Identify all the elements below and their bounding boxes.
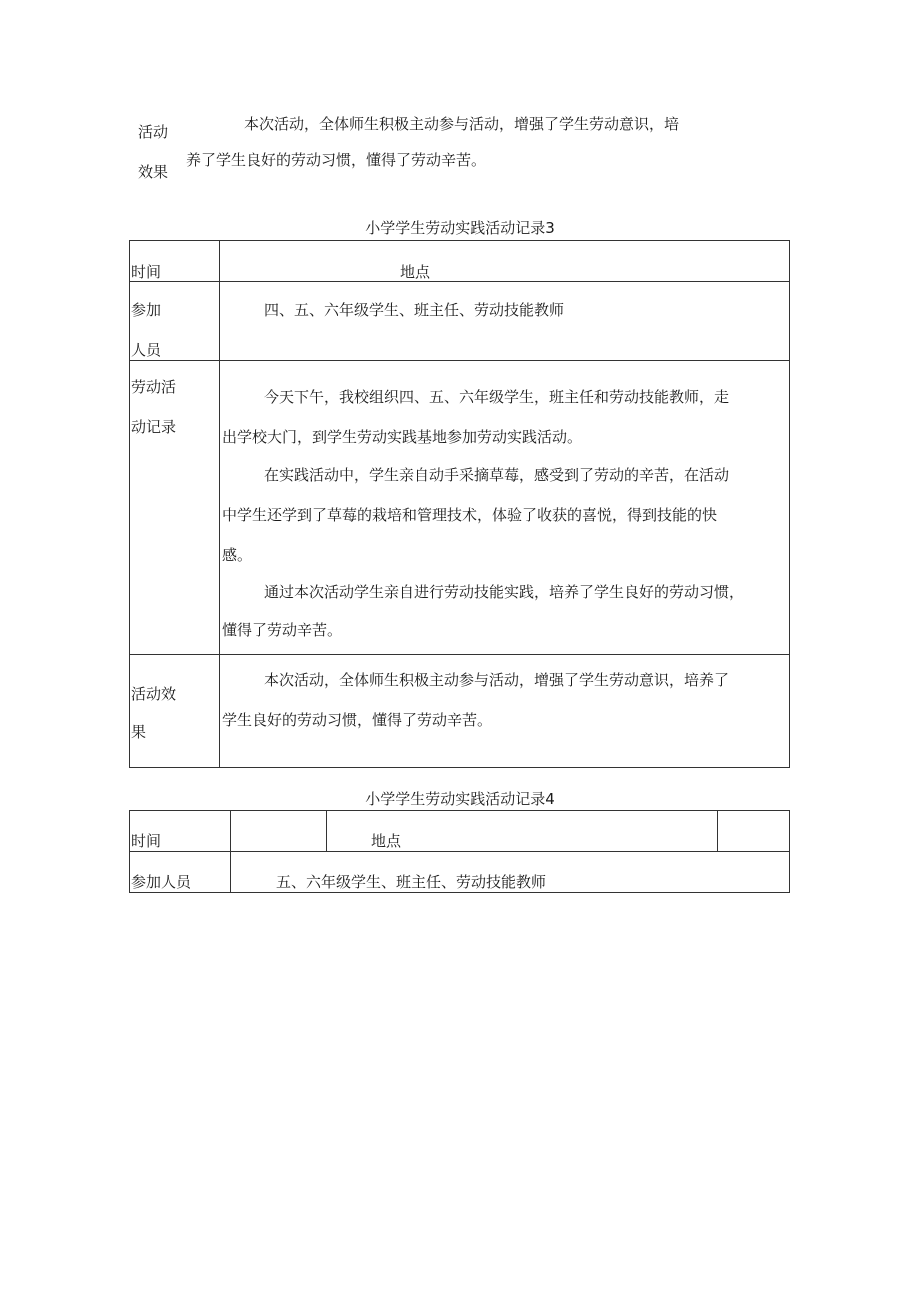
record3-border-row2	[129, 360, 790, 361]
record3-border-row1	[129, 281, 790, 282]
top-effect-label-1: 活动	[138, 123, 169, 141]
record4-border-bottom	[129, 892, 790, 893]
record4-border-top	[129, 810, 790, 811]
record3-p2-line1: 在实践活动中，学生亲自动手采摘草莓，感受到了劳动的辛苦，在活动	[264, 466, 730, 484]
record4-place-label: 地点	[371, 832, 402, 850]
record4-participants-value: 五、六年级学生、班主任、劳动技能教师	[276, 873, 547, 891]
record3-effect-label-1: 活动效	[131, 685, 177, 703]
record4-border-row1	[129, 851, 790, 852]
record3-border-mid	[219, 240, 220, 768]
record3-participants-label-2: 人员	[131, 341, 162, 359]
top-effect-text-1: 本次活动，全体师生积极主动参与活动，增强了学生劳动意识，培	[244, 115, 680, 133]
record3-record-label-1: 劳动活	[131, 378, 177, 396]
record3-effect-line2: 学生良好的劳动习惯，懂得了劳动辛苦。	[222, 711, 493, 729]
record4-title: 小学学生劳动实践活动记录4	[365, 790, 555, 808]
top-effect-text-2: 养了学生良好的劳动习惯，懂得了劳动辛苦。	[186, 151, 487, 169]
record3-p2-line2: 中学生还学到了草莓的栽培和管理技术，体验了收获的喜悦，得到技能的快	[222, 506, 718, 524]
record3-record-label-2: 动记录	[131, 418, 177, 436]
top-effect-label-2: 效果	[138, 163, 169, 181]
record4-participants-label: 参加人员	[131, 873, 192, 891]
record3-border-left	[129, 240, 130, 768]
record4-time-label: 时间	[131, 832, 162, 850]
record3-title: 小学学生劳动实践活动记录3	[365, 219, 555, 237]
record4-border-col2	[326, 810, 327, 852]
record4-border-right	[789, 810, 790, 893]
record4-border-col1	[230, 810, 231, 893]
record3-border-right	[789, 240, 790, 768]
record3-p1-line1: 今天下午，我校组织四、五、六年级学生，班主任和劳动技能教师，走	[264, 388, 730, 406]
record3-time-label: 时间	[131, 263, 162, 281]
record3-p3-line2: 懂得了劳动辛苦。	[222, 621, 343, 639]
record3-border-row3	[129, 654, 790, 655]
record3-participants-value: 四、五、六年级学生、班主任、劳动技能教师	[264, 301, 565, 319]
record3-place-label: 地点	[400, 263, 431, 281]
record3-border-top	[129, 240, 790, 241]
record3-p2-line3: 感。	[222, 546, 253, 564]
record4-border-left	[129, 810, 130, 893]
record3-effect-line1: 本次活动，全体师生积极主动参与活动，增强了学生劳动意识，培养了	[264, 671, 730, 689]
record3-effect-label-2: 果	[131, 723, 147, 741]
record3-border-bottom	[129, 767, 790, 768]
record4-border-col3	[717, 810, 718, 852]
record3-p1-line2: 出学校大门，到学生劳动实践基地参加劳动实践活动。	[222, 428, 583, 446]
record3-participants-label-1: 参加	[131, 301, 162, 319]
record3-p3-line1: 通过本次活动学生亲自进行劳动技能实践，培养了学生良好的劳动习惯，	[264, 583, 745, 601]
